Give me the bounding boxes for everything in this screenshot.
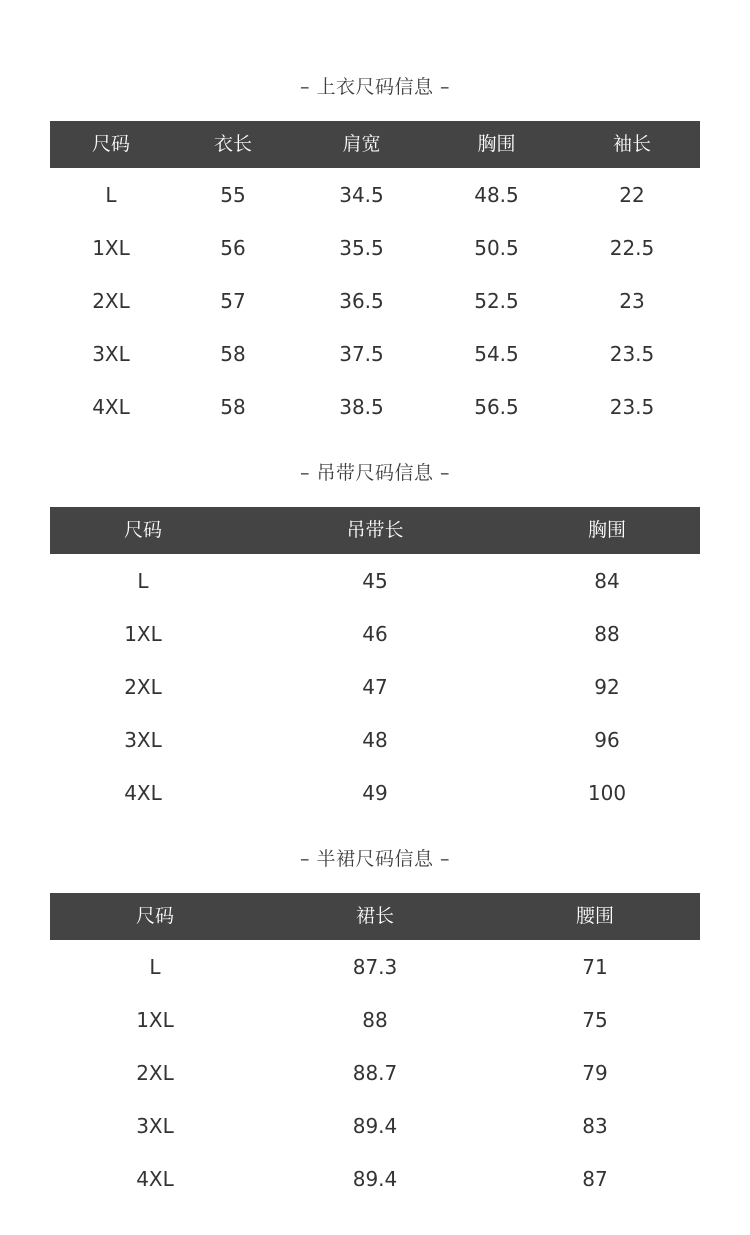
table-row (50, 222, 700, 275)
table-body (50, 940, 700, 1206)
table-cell: 3XL (136, 1114, 174, 1138)
table-header (50, 507, 700, 554)
table-header (50, 893, 700, 940)
table-row (50, 994, 700, 1047)
table-cell: 46 (362, 622, 388, 646)
table-row (50, 275, 700, 328)
column-header: 吊带长 (346, 519, 404, 541)
table-cell: 55 (220, 182, 246, 207)
table-cell: 23.5 (609, 342, 655, 366)
table-cell: 37.5 (339, 342, 384, 366)
table-cell: 36.5 (339, 289, 384, 313)
table-cell: 1XL (124, 622, 162, 646)
table-cell: 57 (220, 289, 246, 313)
table-row (50, 328, 700, 381)
table-header (50, 121, 700, 168)
table-cell: 56 (220, 236, 246, 260)
top-size-title: – 上衣尺码信息 – (299, 76, 451, 98)
table-cell: 23 (619, 289, 645, 313)
table-cell: 87.3 (352, 954, 398, 979)
table-cell: 54.5 (474, 342, 519, 366)
table-cell: L (137, 568, 149, 593)
table-row (50, 554, 700, 608)
table-cell: 87 (582, 1167, 608, 1191)
table-row (50, 767, 700, 820)
table-cell: 48.5 (474, 182, 519, 207)
table-row (50, 1047, 700, 1100)
table-cell: 4XL (92, 395, 130, 419)
column-header: 肩宽 (342, 133, 381, 155)
table-cell: 4XL (124, 781, 162, 805)
table-cell: 38.5 (339, 395, 384, 419)
table-cell: 100 (587, 781, 627, 805)
column-header: 尺码 (123, 519, 162, 541)
table-cell: 56.5 (474, 395, 519, 419)
table-cell: 88 (594, 622, 620, 646)
table-cell: L (105, 182, 117, 207)
table-cell: 3XL (124, 728, 162, 752)
table-cell: 34.5 (339, 182, 384, 207)
column-header: 尺码 (135, 905, 174, 927)
table-row (50, 168, 700, 222)
table-cell: 22 (619, 182, 645, 207)
table-cell: 58 (220, 342, 246, 366)
table-body (50, 554, 700, 820)
table-row (50, 1100, 700, 1153)
table-row (50, 608, 700, 661)
table-cell: 47 (362, 675, 388, 699)
camisole-size-table (50, 507, 700, 820)
table-cell: 79 (582, 1061, 608, 1085)
table-cell: 89.4 (352, 1114, 398, 1138)
table-cell: 49 (362, 781, 388, 805)
table-cell: 35.5 (339, 236, 384, 260)
table-cell: 48 (362, 728, 388, 752)
column-header: 胸围 (477, 133, 516, 155)
table-cell: 1XL (92, 236, 130, 260)
table-cell: 2XL (92, 289, 130, 313)
table-cell: 50.5 (474, 236, 519, 260)
camisole-size-title: – 吊带尺码信息 – (299, 462, 451, 484)
table-cell: 3XL (92, 342, 130, 366)
column-header: 衣长 (213, 133, 252, 155)
table-cell: 75 (582, 1008, 608, 1032)
table-cell: 89.4 (352, 1167, 398, 1191)
skirt-size-title: – 半裙尺码信息 – (299, 848, 451, 870)
table-cell: 83 (582, 1114, 608, 1138)
top-size-table (50, 121, 700, 434)
table-row (50, 940, 700, 994)
table-cell: 96 (594, 728, 620, 752)
table-cell: 88.7 (352, 1061, 398, 1085)
table-cell: 22.5 (609, 236, 655, 260)
skirt-size-table (50, 893, 700, 1206)
table-cell: 58 (220, 395, 246, 419)
column-header: 尺码 (91, 133, 130, 155)
table-row (50, 661, 700, 714)
table-cell: 2XL (124, 675, 162, 699)
table-cell: 4XL (136, 1167, 174, 1191)
table-cell: 23.5 (609, 395, 655, 419)
table-cell: 92 (594, 675, 620, 699)
table-cell: 84 (594, 568, 620, 593)
table-cell: 52.5 (474, 289, 519, 313)
table-row (50, 1153, 700, 1206)
table-cell: L (149, 954, 161, 979)
table-cell: 88 (362, 1008, 388, 1032)
column-header: 裙长 (355, 905, 394, 927)
table-cell: 1XL (136, 1008, 174, 1032)
column-header: 腰围 (575, 905, 614, 927)
column-header: 袖长 (612, 133, 651, 155)
table-row (50, 714, 700, 767)
table-row (50, 381, 700, 434)
table-cell: 45 (362, 568, 388, 593)
table-cell: 71 (582, 954, 608, 979)
table-body (50, 168, 700, 434)
column-header: 胸围 (587, 519, 626, 541)
table-cell: 2XL (136, 1061, 174, 1085)
